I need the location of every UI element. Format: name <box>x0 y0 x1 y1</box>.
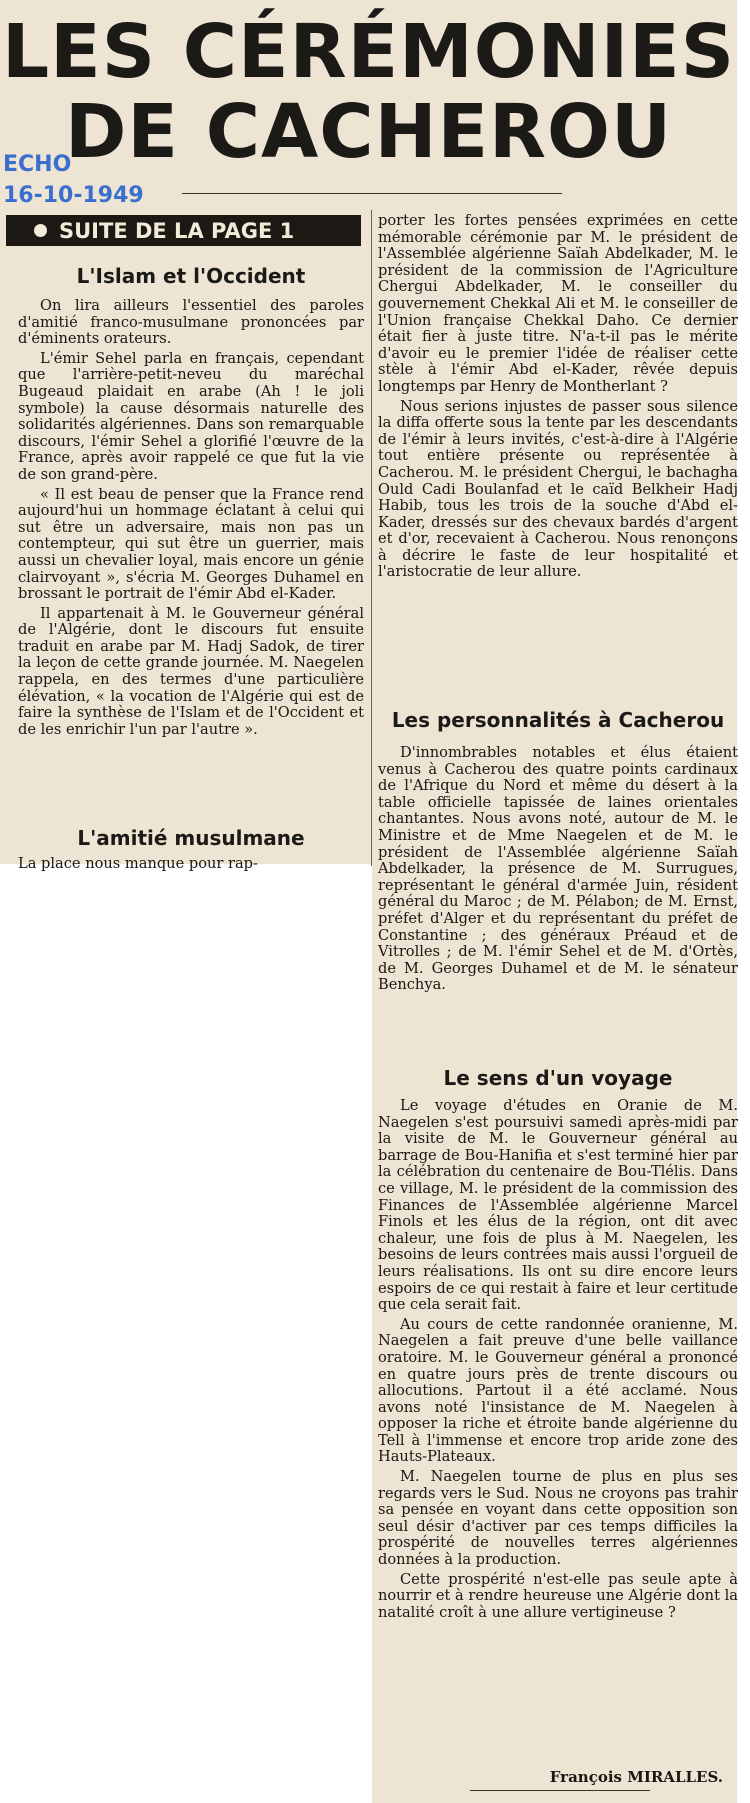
left-column <box>18 298 364 738</box>
stamp-source: ECHO <box>3 152 72 177</box>
section-title-personnalites: Les personnalités à Cacherou <box>391 708 725 732</box>
headline-divider <box>182 193 562 194</box>
banner-label: SUITE DE LA PAGE 1 <box>59 218 295 243</box>
paragraph: Au cours de cette randonnée oranienne, M. Naegelen a fait preuve d'une belle vaillance oratoire. M. le Gouverneur général a prononcé en quatre jours près de trente discours ou allocutions. Partout il a été acclamé. Nous avons noté l'insistance de M. Naegelen à opposer la riche et étroite bande algérienne du Tell à l'immense et encore trop aride zone des Hauts-Plateaux. <box>378 1315 738 1466</box>
paragraph: M. Naegelen tourne de plus en plus ses regards vers le Sud. Nous ne croyons pas trahir sa pensée en voyant dans cette opposition son seul désir d'activer par ces temps difficiles la prospérité de nouvelles terres algériennes données à la production. <box>378 1468 738 1569</box>
paragraph: porter les fortes pensées exprimées en cette mémorable cérémonie par M. le président de l'Assemblée algérienne Saïah Abdelkader, M. le président de la commission de l'Agriculture Chergui Abdelkader, M. le conseiller du gouvernement Chekkal Ali et M. le conseiller de l'Union française Chekkal Daho. Ce dernier était fier à juste titre. N'a-t-il pas le mérite d'avoir eu le premier l'idée de réaliser cette stèle à l'émir Abd el-Kader, rêvée depuis longtemps par Henry de Montherlant ? <box>378 212 738 395</box>
paragraph: L'émir Sehel parla en français, cependant que l'arrière-petit-neveu du maréchal Bugeaud plaidait en arabe (Ah ! le joli symbole) la cause désormais naturelle des solidarités algériennes. Dans son remarquable discours, l'émir Sehel a glorifié l'œuvre de la France, après avoir rappelé ce que fut la vie de son grand-père. <box>18 349 364 483</box>
headline-line-1: LES CÉRÉMONIES <box>1 9 735 95</box>
section-title-voyage: Le sens d'un voyage <box>443 1066 673 1090</box>
bullet-icon <box>34 224 47 237</box>
right-column-personnalites <box>378 745 738 994</box>
stamp-date: 16-10-1949 <box>3 183 144 208</box>
section-title-amitie: L'amitié musulmane <box>77 826 305 850</box>
paragraph: On lira ailleurs l'essentiel des paroles d'amitié franco-musulmane prononcées par d'éminents orateurs. <box>18 297 364 348</box>
continuation-banner <box>6 215 361 246</box>
section-title-islam: L'Islam et l'Occident <box>76 264 306 288</box>
author-signature: François MIRALLES. <box>549 1768 723 1786</box>
paragraph: La place nous manque pour rap- <box>18 855 258 872</box>
right-column-top <box>378 213 738 581</box>
paragraph: Cette prospérité n'est-elle pas seule apte à nourrir et à rendre heureuse une Algérie dont la natalité croît à une allure vertigineuse ? <box>378 1570 738 1621</box>
right-column-voyage <box>378 1098 738 1621</box>
column-divider <box>371 210 372 866</box>
paragraph: « Il est beau de penser que la France rend aujourd'hui un hommage éclatant à celui qui sut être un adversaire, mais non pas un contempteur, qui sut être un guerrier, mais aussi un chevalier loyal, mais encore un génie clairvoyant », s'écria M. Georges Duhamel en brossant le portrait de l'émir Abd el-Kader. <box>18 485 364 603</box>
headline-line-2: DE CACHEROU <box>64 89 673 175</box>
paragraph: Le voyage d'études en Oranie de M. Naegelen s'est poursuivi samedi après-midi par la visite de M. le Gouverneur général au barrage de Bou-Hanifia et s'est terminé hier par la célébration du centenaire de Bou-Tlélis. Dans ce village, M. le président de la commission des Finances de l'Assemblée algérienne Marcel Finols et les élus de la région, ont dit avec chaleur, une fois de plus à M. Naegelen, les besoins de leurs contrées mais aussi l'orgueil de leurs réalisations. Ils ont su dire encore leurs espoirs de ce qui restait à faire et leur certitude que cela serait fait. <box>378 1097 738 1314</box>
paragraph: D'innombrables notables et élus étaient venus à Cacherou des quatre points cardinaux de l'Afrique du Nord et même du désert à la table officielle tapissée de laines orientales chantantes. Nous avons noté, autour de M. le Ministre et de Mme Naegelen et de M. le président de l'Assemblée algérienne Saïah Abdelkader, la présence de M. Surrugues, représentant le général d'armée Juin, résident général du Maroc ; de M. Pélabon; de M. Ernst, préfet d'Alger et du représentant du préfet de Constantine ; des généraux Préaud et de Vitrolles ; de M. l'émir Sehel et de M. d'Ortès, de M. Georges Duhamel et de M. le sénateur Benchya. <box>378 744 738 994</box>
end-rule <box>470 1790 650 1791</box>
left-column-end <box>18 856 364 873</box>
paragraph: Nous serions injustes de passer sous silence la diffa offerte sous la tente par les descendants de l'émir à leurs invités, c'est-à-dire à l'Algérie tout entière présente ou représentée à Cacherou. M. le président Chergui, le bachagha Ould Cadi Boulanfad et le caïd Belkheir Hadj Habib, tous les trois de la souche d'Abd el-Kader, dressés sur des chevaux bardés d'argent et d'or, recevaient à Cacherou. Nous renonçons à décrire le faste de leur hospitalité et l'aristocratie de leur allure. <box>378 397 738 581</box>
paragraph: Il appartenait à M. le Gouverneur général de l'Algérie, dont le discours fut ensuite traduit en arabe par M. Hadj Sadok, de tirer la leçon de cette grande journée. M. Naegelen rappela, en des termes d'une particulière élévation, « la vocation de l'Algérie qui est de faire la synthèse de l'Islam et de l'Occident et de les enrichir l'un par l'autre ». <box>18 604 364 738</box>
